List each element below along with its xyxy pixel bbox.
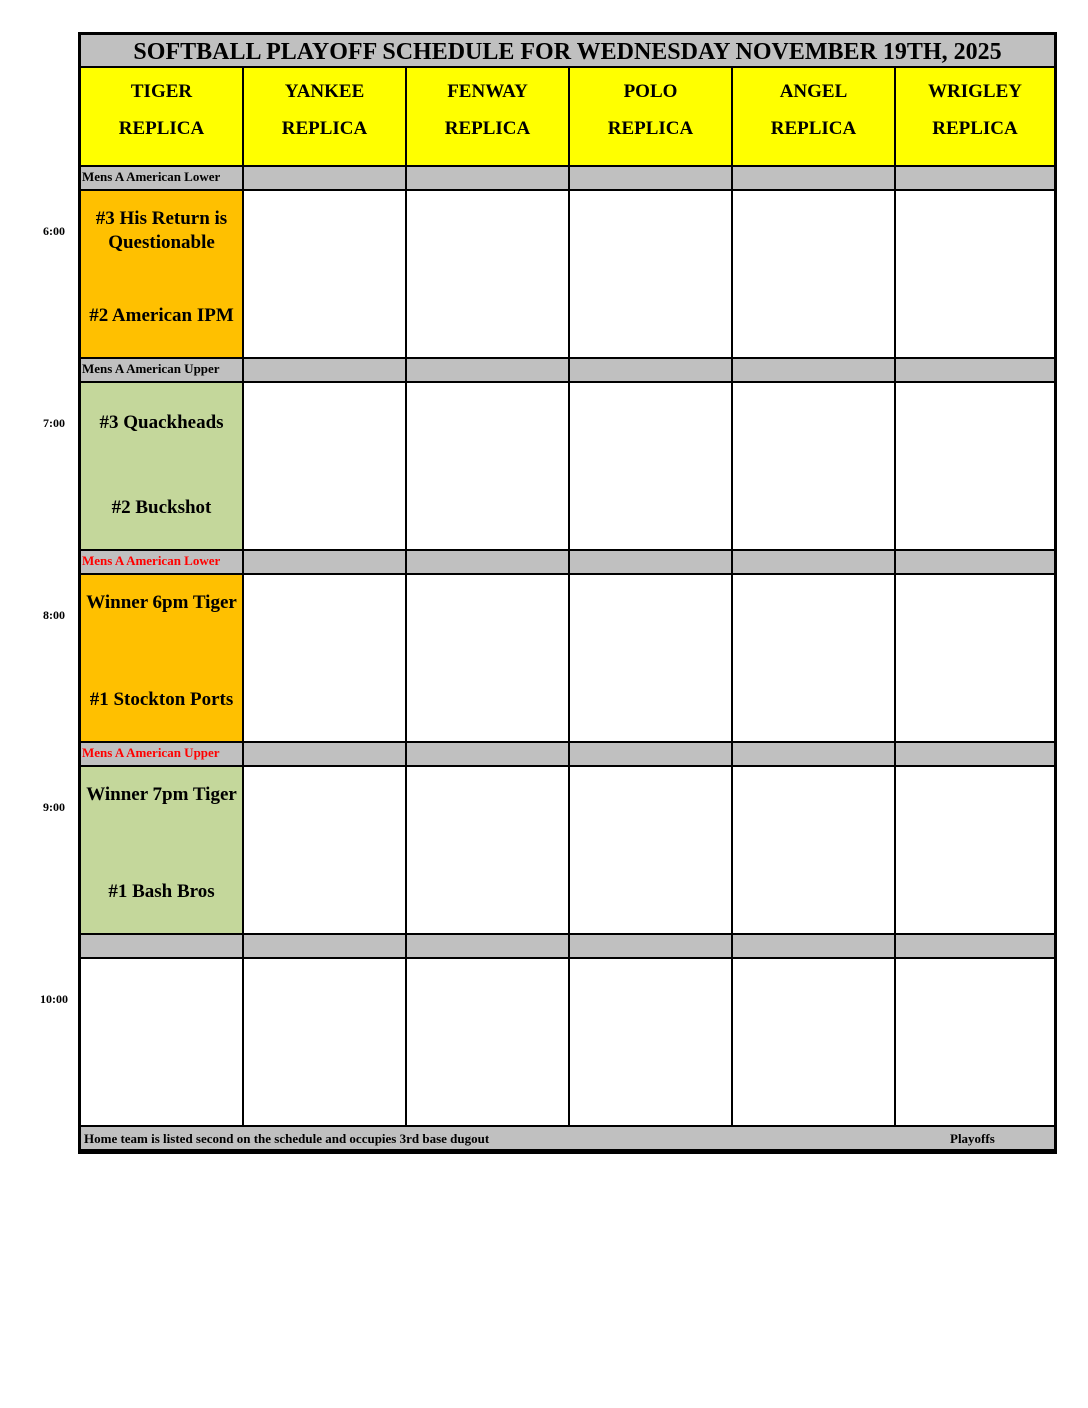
empty-cell xyxy=(407,383,570,551)
home-team: #1 Stockton Ports xyxy=(89,689,234,710)
band-cell xyxy=(896,359,1054,383)
footer-row xyxy=(81,1127,1054,1149)
band-cell xyxy=(244,935,407,959)
empty-cell xyxy=(570,767,733,935)
time-label: 8:00 xyxy=(43,608,65,622)
empty-cell xyxy=(407,575,570,743)
empty-cell xyxy=(733,191,896,359)
field-header-angel xyxy=(733,68,896,167)
game-cell xyxy=(81,383,244,551)
band-cell xyxy=(407,359,570,383)
field-subtitle: REPLICA xyxy=(444,118,531,139)
division-label: Mens A American Lower xyxy=(81,167,244,191)
field-name: TIGER xyxy=(130,81,193,102)
band-cell xyxy=(570,551,733,575)
time-label: 9:00 xyxy=(43,800,65,814)
empty-cell xyxy=(244,191,407,359)
page-title: SOFTBALL PLAYOFF SCHEDULE FOR WEDNESDAY NOVEMBER 19TH, 2025 xyxy=(81,35,1054,68)
band-cell xyxy=(570,167,733,191)
field-subtitle: REPLICA xyxy=(281,118,368,139)
band-cell xyxy=(733,359,896,383)
band-cell xyxy=(896,167,1054,191)
field-subtitle: REPLICA xyxy=(932,118,1018,139)
footer-note: Home team is listed second on the schedule and occupies 3rd base dugout xyxy=(84,1131,490,1146)
field-header-fenway xyxy=(407,68,570,167)
band-cell xyxy=(570,935,733,959)
empty-cell xyxy=(733,575,896,743)
band-cell xyxy=(407,167,570,191)
division-label: Mens A American Upper xyxy=(81,743,244,767)
away-team: #3 Quackheads xyxy=(99,412,224,433)
empty-cell xyxy=(407,191,570,359)
field-header-wrigley xyxy=(896,68,1054,167)
field-name: FENWAY xyxy=(447,81,528,102)
time-label: 6:00 xyxy=(43,224,65,238)
footer-tag: Playoffs xyxy=(950,1131,995,1146)
empty-cell xyxy=(244,383,407,551)
band-cell xyxy=(407,743,570,767)
empty-cell xyxy=(896,191,1054,359)
band-cell xyxy=(244,359,407,383)
empty-cell xyxy=(407,767,570,935)
empty-cell xyxy=(407,959,570,1127)
empty-cell xyxy=(244,959,407,1127)
away-team: #3 His Return is Questionable xyxy=(95,208,228,253)
game-cell xyxy=(81,575,244,743)
field-name: ANGEL xyxy=(779,81,848,102)
band-cell xyxy=(244,167,407,191)
home-team: #1 Bash Bros xyxy=(108,881,215,902)
field-subtitle: REPLICA xyxy=(118,118,205,139)
away-team: Winner 7pm Tiger xyxy=(86,784,237,805)
division-label: Mens A American Upper xyxy=(81,359,244,383)
empty-cell xyxy=(896,767,1054,935)
band-cell xyxy=(244,743,407,767)
field-name: WRIGLEY xyxy=(928,81,1022,102)
band-cell xyxy=(896,743,1054,767)
home-team: #2 American IPM xyxy=(89,305,234,326)
field-name: YANKEE xyxy=(284,81,365,102)
band-cell xyxy=(896,551,1054,575)
band-cell xyxy=(896,935,1054,959)
empty-cell xyxy=(244,767,407,935)
band-cell xyxy=(570,743,733,767)
division-label xyxy=(81,935,244,959)
empty-cell xyxy=(570,575,733,743)
empty-cell xyxy=(733,959,896,1127)
away-team: Winner 6pm Tiger xyxy=(86,592,237,613)
band-cell xyxy=(407,551,570,575)
empty-cell xyxy=(570,959,733,1127)
division-label: Mens A American Lower xyxy=(81,551,244,575)
field-name: POLO xyxy=(623,81,678,102)
home-team: #2 Buckshot xyxy=(111,497,212,518)
field-subtitle: REPLICA xyxy=(607,118,694,139)
field-subtitle: REPLICA xyxy=(770,118,857,139)
empty-cell xyxy=(570,191,733,359)
game-cell xyxy=(81,191,244,359)
empty-cell xyxy=(733,767,896,935)
field-header-yankee xyxy=(244,68,407,167)
game-cell xyxy=(81,959,244,1127)
band-cell xyxy=(733,743,896,767)
band-cell xyxy=(407,935,570,959)
empty-cell xyxy=(896,959,1054,1127)
band-cell xyxy=(733,167,896,191)
field-header-polo xyxy=(570,68,733,167)
time-label: 7:00 xyxy=(43,416,65,430)
field-header-tiger xyxy=(81,68,244,167)
empty-cell xyxy=(244,575,407,743)
band-cell xyxy=(733,551,896,575)
schedule-table xyxy=(78,32,1057,1154)
empty-cell xyxy=(733,383,896,551)
empty-cell xyxy=(896,383,1054,551)
game-cell xyxy=(81,767,244,935)
empty-cell xyxy=(896,575,1054,743)
band-cell xyxy=(733,935,896,959)
empty-cell xyxy=(570,383,733,551)
band-cell xyxy=(244,551,407,575)
time-label: 10:00 xyxy=(40,992,68,1006)
band-cell xyxy=(570,359,733,383)
